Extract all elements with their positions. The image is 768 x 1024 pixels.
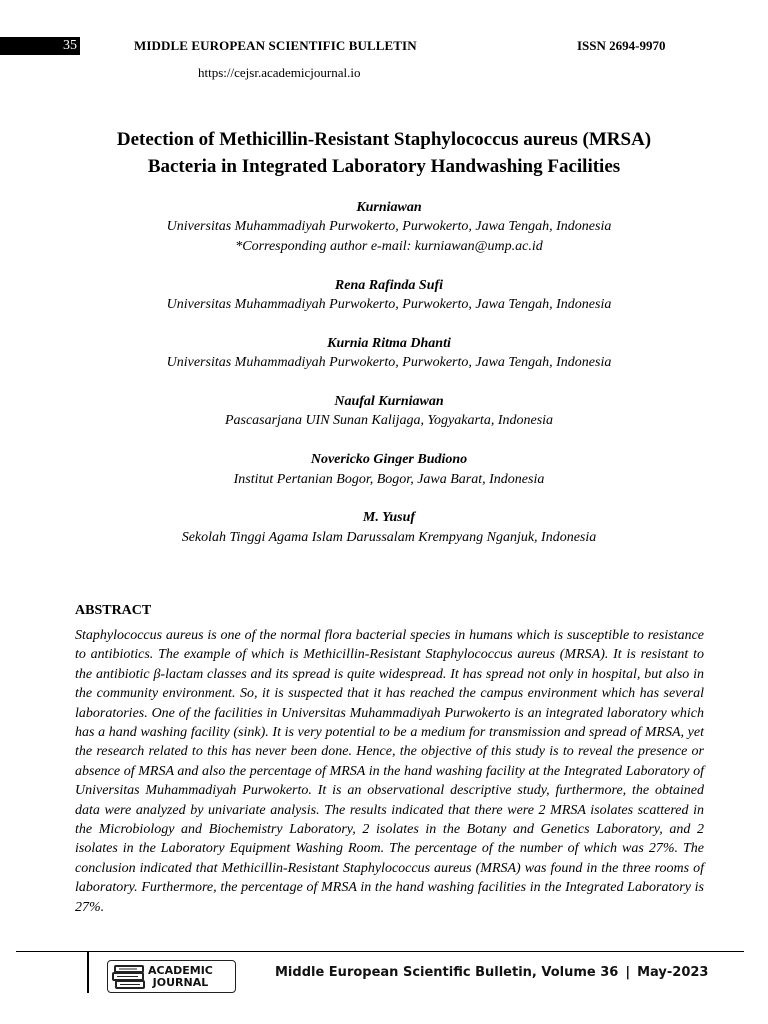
journal-url[interactable]: https://cejsr.academicjournal.io [198, 65, 361, 80]
footer-divider [16, 951, 744, 952]
author-block [60, 198, 718, 256]
paper-title [60, 126, 708, 180]
author-affiliation: Universitas Muhammadiyah Purwokerto, Purwokerto, Jawa Tengah, Indonesia [166, 219, 612, 235]
author-block [60, 392, 718, 431]
corresponding-author-email: *Corresponding author e-mail: kurniawan@ump.ac.id [235, 238, 543, 254]
author-block [60, 334, 718, 373]
logo-line-2: JOURNAL [152, 975, 209, 989]
title-line-1: Detection of Methicillin-Resistant Staphylococcus aureus (MRSA) [116, 129, 652, 150]
author-list [60, 198, 718, 567]
abstract-text: Staphylococcus aureus is one of the normal flora bacterial species in humans which is susceptible to resistance to antibiotics. The example of which is Methicillin-Resistant Staphylococcus aureus (MRSA). It is resistant to the antibiotic β-lactam classes and its spread is quite widespread. It has spread not only in hospital, but also in the community environment. So, it is suspected that it has reached the campus environment which has several laboratories. One of the facilities in Universitas Muhammadiyah Purwokerto is an integrated laboratory which has a hand washing facility (sink). It is very potential to be a medium for transmission and spread of MRSA, yet the research related to this has never been done. Hence, the objective of this study is to reveal the presence or absence of MRSA and also the percentage of MRSA in the hand washing facility at the Integrated Laboratory of Universitas Muhammadiyah Purwokerto. It is an observational descriptive study, furthermore, the obtained data were analyzed by univariate analysis. The results indicated that there were 2 MRSA isolates scattered in the Microbiology and Biochemistry Laboratory, 2 isolates in the Botany and Genetics Laboratory, and 2 isolates in the Laboratory Equipment Washing Room. The percentage of the number of which was 27%. The conclusion indicated that Methicillin-Resistant Staphylococcus aureus (MRSA) was found in the three rooms of laboratory. Furthermore, the percentage of MRSA in the hand washing facilities in the Integrated Laboratory is 27%. [75, 628, 704, 915]
author-name: Kurnia Ritma Dhanti [327, 335, 451, 351]
author-name: M. Yusuf [362, 510, 416, 526]
author-affiliation: Universitas Muhammadiyah Purwokerto, Purwokerto, Jawa Tengah, Indonesia [166, 355, 612, 371]
academic-journal-logo [107, 960, 236, 993]
author-name: Novericko Ginger Budiono [310, 452, 468, 468]
abstract-heading: ABSTRACT [75, 603, 152, 618]
footer-citation [275, 965, 708, 980]
footer-separator: | [625, 965, 631, 980]
author-name: Rena Rafinda Sufi [334, 277, 444, 293]
logo-wordmark [148, 965, 213, 989]
footer-date: May-2023 [637, 965, 709, 980]
title-line-2: Bacteria in Integrated Laboratory Handwashing Facilities [147, 156, 621, 177]
author-affiliation: Universitas Muhammadiyah Purwokerto, Purwokerto, Jawa Tengah, Indonesia [166, 297, 612, 313]
author-name: Naufal Kurniawan [334, 394, 444, 410]
author-block [60, 450, 718, 489]
author-affiliation: Institut Pertanian Bogor, Bogor, Jawa Barat, Indonesia [233, 471, 545, 487]
footer-volume: Middle European Scientific Bulletin, Volume 36 [275, 965, 619, 980]
books-icon [112, 963, 146, 991]
author-block [60, 508, 718, 547]
author-block [60, 276, 718, 315]
author-name: Kurniawan [356, 200, 422, 215]
logo-line-1: ACADEMIC [148, 963, 213, 977]
author-affiliation: Sekolah Tinggi Agama Islam Darussalam Krempyang Nganjuk, Indonesia [181, 529, 597, 545]
issn: ISSN 2694-9970 [577, 38, 666, 53]
author-affiliation: Pascasarjana UIN Sunan Kalijaga, Yogyakarta, Indonesia [224, 413, 554, 429]
journal-name: MIDDLE EUROPEAN SCIENTIFIC BULLETIN [134, 38, 417, 53]
footer-vertical-bar [87, 951, 89, 993]
page-number: 35 [0, 37, 80, 55]
